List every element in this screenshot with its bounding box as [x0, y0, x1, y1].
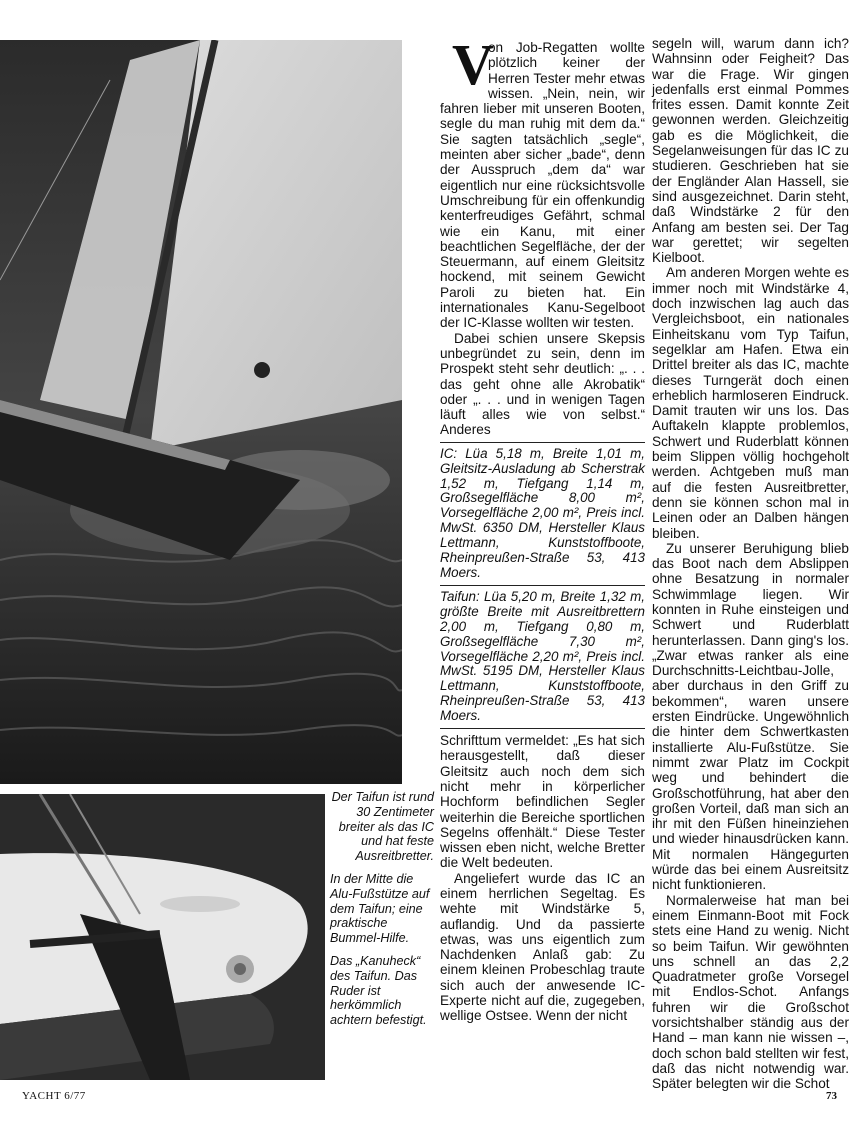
- spec-ic: IC: Lüa 5,18 m, Breite 1,01 m, Gleitsitz-Ausladung ab Scherstrak 1,52 m, Tiefgang 1,14 m, Großsegelfläche 8,00 m², Vorsegelfläche 2,00 m², Preis incl. MwSt. 6350 DM, Hersteller Klaus Lettmann, Kunststoffboote, Rheinpreußen-Straße 53, 413 Moers.: [440, 445, 645, 580]
- stern-photo: [0, 794, 325, 1080]
- caption-kanuheck: Das „Kanuheck“ des Taifun. Das Ruder ist herkömmlich achtern befestigt.: [330, 953, 427, 1028]
- right-paragraph-3: Zu unserer Beruhigung blieb das Boot nach dem Abslippen ohne Besatzung in normaler Schwimmlage liegen. Wir konnten in Ruhe einsteigen und Schwert und Ruderblatt herunterlassen. Dann ging's los. „Zwar etwas ranker als eine Durchschnitts-Leichtbau-Jolle, aber durchaus in den Griff zu bekommen“, waren unsere ersten Eindrücke. Ungewöhnlich die hinter dem Schwertkasten installierte Alu-Fußstütze. Sie nimmt zwar Platz im Cockpit weg und behindert die Großschotführung, hat aber den großen Vorteil, daß man sich an ihr mit den Füßen hineinziehen und wieder hinausdrücken kann. Mit normalen Hängegurten würde das bei einem Ausreitsitz nicht funktionieren.: [652, 540, 849, 893]
- magazine-issue: YACHT 6/77: [22, 1090, 86, 1102]
- skepsis-paragraph: Dabei schien unsere Skepsis unbegründet zu sein, denn im Prospekt steht sehr deutlich: „. . . das geht ohne alle Akrobatik“ oder „. . . und in wenigen Tagen läuft alles wie von selbst.“ Anderes: [440, 330, 645, 438]
- caption-taifun: Der Taifun ist rund 30 Zentimeter breiter als das IC und hat feste Ausreitbretter.: [331, 790, 434, 864]
- right-paragraph-1: segeln will, warum dann ich? Wahnsinn oder Feigheit? Das war die Frage. Wir gingen jedenfalls erst einmal Pommes frites essen. Damit konnte Zeit gewonnen werden. Gleichzeitig gab es die Möglichkeit, die Segelanweisungen für das IC zu studieren. Geschrieben hat sie der Engländer Alan Hassell, sie sind ausgezeichnet. Darin steht, daß Windstärke 2 für den Anfang am besten sei. Der Tag war gerettet; wir segelten Kielboot.: [652, 36, 849, 266]
- right-paragraph-2: Am anderen Morgen wehte es immer noch mit Windstärke 4, doch inzwischen lag auch das Vergleichsboot, ein nationales Einheitskanu vom Typ Taifun, segelklar am Hafen. Etwa ein Drittel breiter als das IC, machte dieses Turngerät doch einen erheblich harmloseren Eindruck. Damit trauten wir uns los. Das Auftakeln klappte problemlos, Schwert und Ruderblatt können beim Slippen völlig hochgeholt werden. Achtgeben muß man auf die festen Ausreitbretter, denn sie können schon mal in Leinen oder an Dalben hängen bleiben.: [652, 265, 849, 541]
- page-number: 73: [826, 1090, 837, 1102]
- caption-fussstuetze: In der Mitte die Alu-Fußstütze auf dem Taifun; eine praktische Bummel-Hilfe.: [330, 871, 430, 946]
- angeliefert-paragraph: Angeliefert wurde das IC an einem herrlichen Segeltag. Es wehte mit Windstärke 5, auflandig. Und da passierte etwas, was uns eigentlich zum Nachdenken Anlaß gab: Zu einem kleinen Probeschlag traute sich auch der anwesende IC-Experte nicht auf die, zugegeben, wellige Ostsee. Wenn der nicht: [440, 870, 645, 1024]
- drop-cap: V: [452, 32, 494, 97]
- intro-paragraph: on Job-Regatten wollte plötzlich keiner der Herren Tester mehr etwas wissen. „Nein, nein, wir fahren lieber mit unseren Booten, segle du man ruhig mit dem da.“ Sie sagten tatsächlich „segle“, meinten aber sicher „bade“, denn der Ausspruch „dem da“ war eigentlich nur eine rücksichtsvolle Umschreibung für ein offenkundig kenterfreudiges Gefährt, schmal wie ein Kanu, mit einer beachtlichen Segelfläche, der der Steuermann, auf einem Gleitsitz hockend, mit seinem Gewicht Paroli zu bieten hat. Ein internationales Kanu-Segelboot der IC-Klasse wollten wir testen.: [440, 40, 645, 331]
- spec-taifun: Taifun: Lüa 5,20 m, Breite 1,32 m, größte Breite mit Ausreitbrettern 2,00 m, Tiefgang 0,80 m, Großsegelfläche 7,30 m², Vorsegelfläche 2,20 m², Preis incl. MwSt. 5195 DM, Hersteller Klaus Lettmann, Kunststoffboote, Rheinpreußen-Straße 53, 413 Moers.: [440, 588, 645, 724]
- photo-captions: [330, 790, 434, 1036]
- divider: [440, 442, 645, 443]
- sailing-photo: [0, 40, 402, 784]
- article-column-right: [652, 36, 849, 1091]
- divider: [440, 728, 645, 729]
- right-paragraph-4: Normalerweise hat man bei einem Einmann-Boot mit Fock stets eine Hand zu wenig. Nicht so beim Taifun. Wir gewöhnten uns schnell an das 2,2 Quadratmeter große Vorsegel mit Endlos-Schot. Anfangs fuhren wir die Großschot vorsichtshalber ständig aus der Hand – man kann nie wissen –, doch schon bald stellten wir fest, daß das nicht notwendig war. Später belegten wir die Schot: [652, 892, 849, 1092]
- divider: [440, 585, 645, 586]
- article-column-middle: [440, 32, 645, 1024]
- schrifttum-paragraph: Schrifttum vermeldet: „Es hat sich herausgestellt, daß dieser Gleitsitz auch noch dem sich nicht mehr in körperlicher Hochform befindlichen Segler weiterhin die Bereiche sportlichen Segelns offenhält.“ Diese Tester wissen eben nicht, welche Bretter die Welt bedeuten.: [440, 733, 645, 871]
